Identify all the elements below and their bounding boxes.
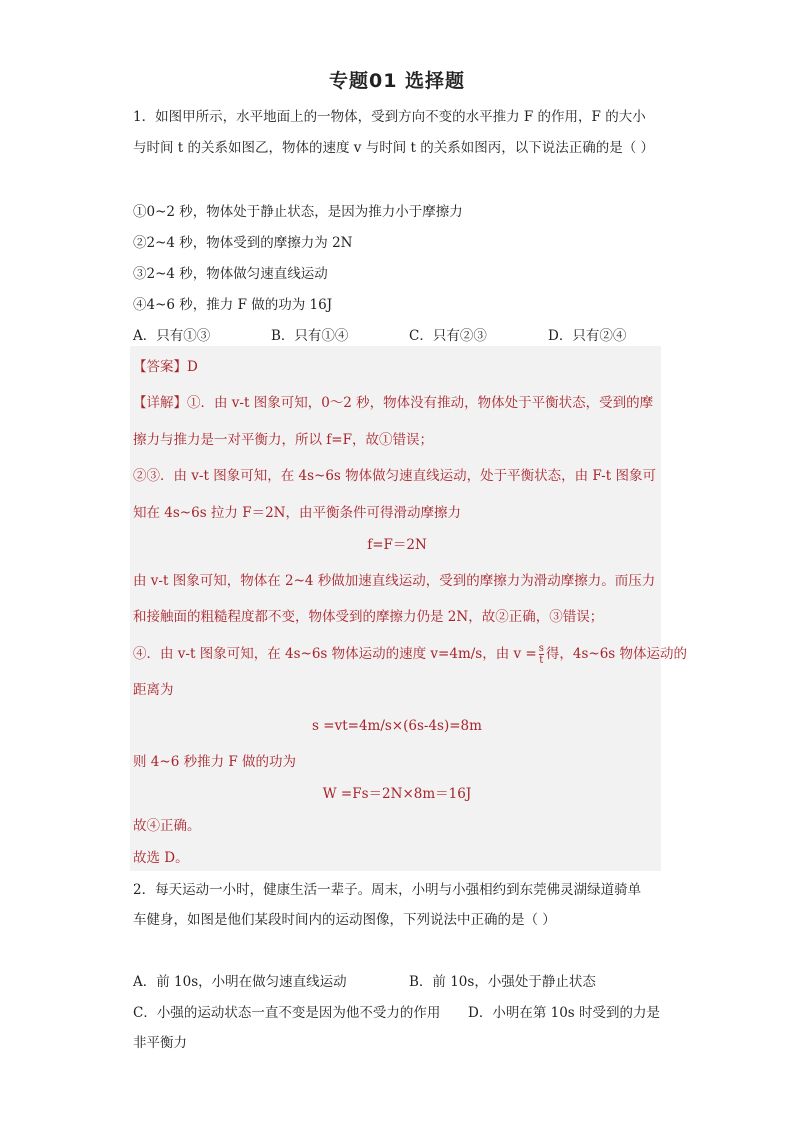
q1-detail-line8: 距离为 xyxy=(133,682,174,698)
q1-equation-friction: f=F＝2N xyxy=(367,537,427,553)
q1-stem-line1: 1．如图甲所示，水平地面上的一物体，受到方向不变的水平推力 F 的作用，F 的大小 xyxy=(133,109,646,125)
q2-option-a: A．前 10s，小明在做匀速直线运动 xyxy=(133,974,347,990)
q1-statement-4: ④4~6 秒，推力 F 做的功为 16J xyxy=(133,297,333,313)
q1-detail-line7-start: ④．由 v-t 图象可知，在 4s~6s 物体运动的速度 v=4m/s，由 v = xyxy=(133,646,537,662)
q1-statement-1: ①0~2 秒，物体处于静止状态，是因为推力小于摩擦力 xyxy=(133,204,463,220)
q1-detail-line7-end: 得，4s~6s 物体运动的 xyxy=(545,646,688,662)
q2-option-c: C．小强的运动状态一直不变是因为他不受力的作用 xyxy=(133,1005,441,1021)
q1-equation-distance: s =vt=4m/s×(6s-4s)=8m xyxy=(312,718,482,734)
page-title: 专题01 选择题 xyxy=(328,70,466,92)
q1-detail-line7 xyxy=(133,643,687,666)
fraction-denominator: t xyxy=(539,655,544,666)
q1-detail-line10: 故④正确。 xyxy=(133,818,201,834)
q1-detail-line9: 则 4~6 秒推力 F 做的功为 xyxy=(133,754,297,770)
q1-detail-line1: 【详解】①．由 v-t 图象可知，0～2 秒，物体没有推动，物体处于平衡状态，受到的摩 xyxy=(133,395,654,411)
q1-detail-line11: 故选 D。 xyxy=(133,850,189,866)
q2-stem-line1: 2．每天运动一小时，健康生活一辈子。周末，小明与小强相约到东莞佛灵湖绿道骑单 xyxy=(133,882,642,898)
q2-option-d-continued: 非平衡力 xyxy=(133,1035,187,1051)
fraction-numerator: s xyxy=(538,643,544,654)
q1-statement-3: ③2~4 秒，物体做匀速直线运动 xyxy=(133,266,328,282)
q1-equation-work: W =Fs＝2N×8m＝16J xyxy=(322,786,472,802)
q2-stem-line2: 车健身，如图是他们某段时间内的运动图像，下列说法中正确的是（ ） xyxy=(133,912,556,928)
q1-option-c: C．只有②③ xyxy=(409,328,487,344)
q1-detail-line5: 由 v-t 图象可知，物体在 2~4 秒做加速直线运动，受到的摩擦力为滑动摩擦力。而压力 xyxy=(133,573,656,589)
q1-detail-line2: 擦力与推力是一对平衡力，所以 f=F，故①错误； xyxy=(133,432,433,448)
q1-answer: 【答案】D xyxy=(133,359,198,375)
q2-option-d: D．小明在第 10s 时受到的力是 xyxy=(468,1005,661,1021)
q1-option-a: A．只有①③ xyxy=(133,328,211,344)
q1-statement-2: ②2~4 秒，物体受到的摩擦力为 2N xyxy=(133,235,353,251)
q1-detail-line6: 和接触面的粗糙程度都不变，物体受到的摩擦力仍是 2N，故②正确，③错误； xyxy=(133,609,604,625)
q1-option-b: B．只有①④ xyxy=(271,328,349,344)
velocity-fraction xyxy=(539,643,544,666)
q2-option-b: B．前 10s，小强处于静止状态 xyxy=(409,974,596,990)
q1-detail-line3: ②③．由 v-t 图象可知，在 4s~6s 物体做匀速直线运动，处于平衡状态，由 F-t 图象可 xyxy=(133,468,656,484)
q1-detail-line4: 知在 4s~6s 拉力 F＝2N，由平衡条件可得滑动摩擦力 xyxy=(133,505,461,521)
q1-option-d: D．只有②④ xyxy=(548,328,627,344)
q1-stem-line2: 与时间 t 的关系如图乙，物体的速度 v 与时间 t 的关系如图丙，以下说法正确的是（ ） xyxy=(133,140,655,156)
